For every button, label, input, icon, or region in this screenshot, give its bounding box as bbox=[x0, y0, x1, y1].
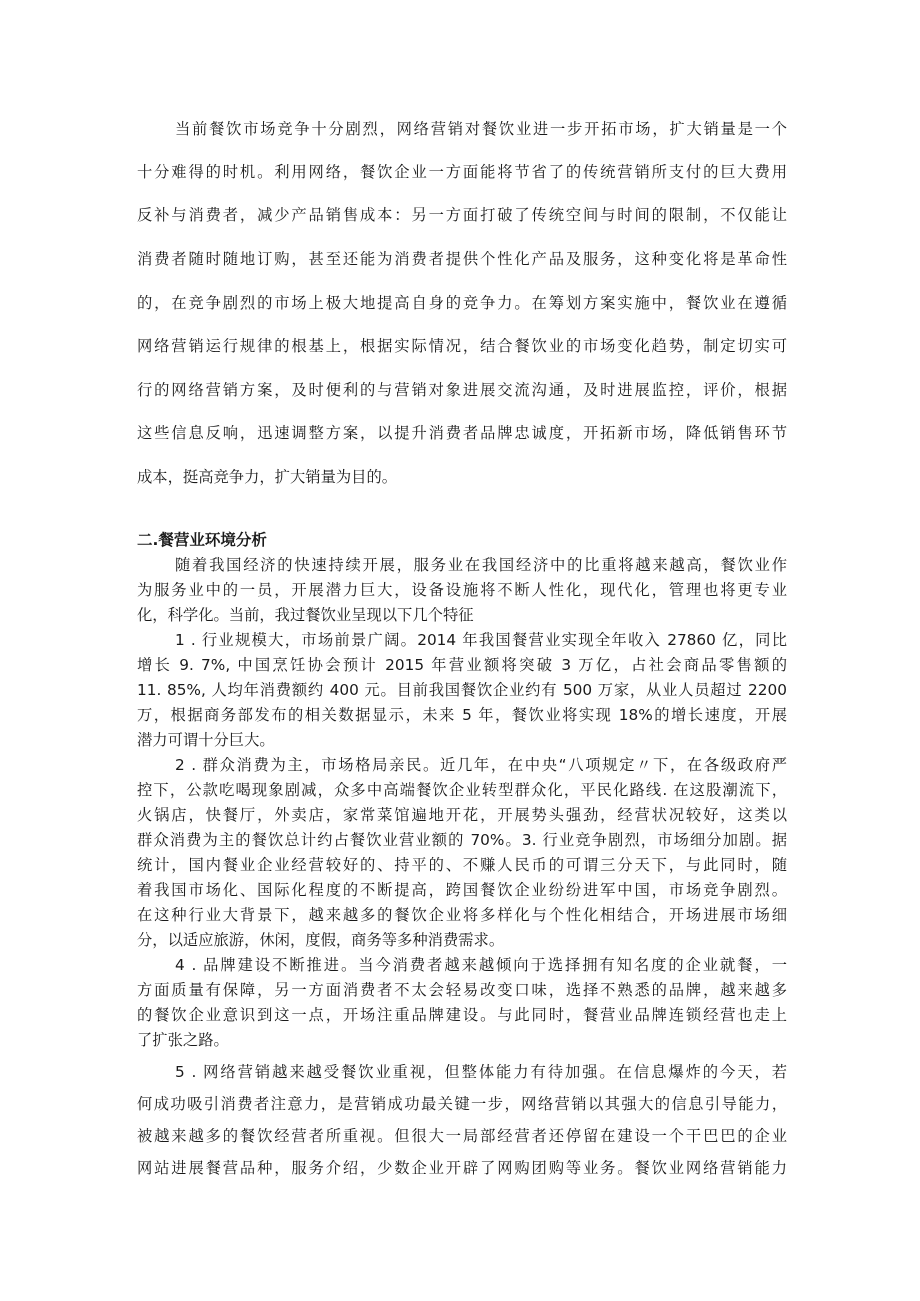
list-item-1-line: 增长 9. 7%, 中国烹饪协会预计 2015 年营业额将突破 3 万亿，占社会商品零售额的 bbox=[137, 656, 787, 674]
intro-line-6: 网络营销运行规律的根基上，根据实际情况，结合餐饮业的市场变化趋势，制定切实可 bbox=[137, 337, 787, 355]
body-line: 为服务业中的一员，开展潜力巨大，设备设施将不断人性化，现代化，管理也将更专业 bbox=[137, 581, 787, 599]
body-line: 随着我国经济的快速持续开展，服务业在我国经济中的比重将越来越高，餐饮业作 bbox=[175, 556, 787, 574]
list-item-3-line: 统计，国内餐业企业经营较好的、持平的、不赚人民币的可谓三分天下，与此同时，随 bbox=[137, 856, 787, 874]
list-item-5-line: 5 . 网络营销越来越受餐饮业重视，但整体能力有待加强。在信息爆炸的今天，若 bbox=[175, 1063, 787, 1081]
section-heading: 二.餐营业环境分析 bbox=[137, 531, 267, 549]
list-item-2-line: 2 . 群众消费为主，市场格局亲民。近几年，在中央“八项规定〃下，在各级政府严 bbox=[175, 756, 787, 774]
list-item-4-line: 方面质量有保障，另一方面消费者不太会轻易改变口味，选择不熟悉的品牌，越来越多 bbox=[137, 981, 787, 999]
intro-line-7: 行的网络营销方案，及时便利的与营销对象进展交流沟通，及时进展监控，评价，根据 bbox=[137, 381, 787, 399]
list-item-3-line: 分，以适应旅游，休闲，度假，商务等多种消费需求。 bbox=[137, 931, 505, 949]
list-item-5-line: 何成功吸引消费者注意力，是营销成功最关键一步，网络营销以其强大的信息引导能力， bbox=[137, 1095, 787, 1113]
list-item-4-line: 了扩张之路。 bbox=[137, 1031, 229, 1049]
list-item-5-line: 网站进展餐营品种，服务介绍，少数企业开辟了网购团购等业务。餐饮业网络营销能力 bbox=[137, 1159, 787, 1177]
list-item-5-line: 被越来越多的餐饮经营者所重视。但很大一局部经营者还停留在建设一个干巴巴的企业 bbox=[137, 1127, 787, 1145]
intro-line-8: 这些信息反响，迅速调整方案，以提升消费者品牌忠诚度，开拓新市场，降低销售环节 bbox=[137, 424, 787, 442]
body-line: 化，科学化。当前，我过餐饮业呈现以下几个特征 bbox=[137, 606, 474, 624]
list-item-2-line: 火锅店，快餐厅，外卖店，家常菜馆遍地开花，开展势头强劲，经营状况较好，这类以 bbox=[137, 806, 787, 824]
intro-line-9: 成本，挺高竞争力，扩大销量为目的。 bbox=[137, 468, 398, 486]
intro-line-5: 的，在竞争剧烈的市场上极大地提高自身的竞争力。在筹划方案实施中，餐饮业在遵循 bbox=[137, 294, 787, 312]
list-item-3-line: 着我国市场化、国际化程度的不断提高，跨国餐饮企业纷纷进军中国，市场竞争剧烈。 bbox=[137, 881, 787, 899]
list-item-2-line: 控下，公款吃喝现象剧减，众多中高端餐饮企业转型群众化，平民化路线. 在这股潮流下， bbox=[137, 781, 787, 799]
list-item-1-line: 万，根据商务部发布的相关数据显示，未来 5 年，餐饮业将实现 18%的增长速度，开展 bbox=[137, 706, 787, 724]
list-item-2-line: 群众消费为主的餐饮总计约占餐饮业营业额的 70%。3. 行业竞争剧烈，市场细分加剧。据 bbox=[137, 831, 787, 849]
list-item-1-line: 11. 85%, 人均年消费额约 400 元。目前我国餐饮企业约有 500 万家，从业人员超过 2200 bbox=[137, 681, 787, 699]
intro-line-2: 十分难得的时机。利用网络，餐饮企业一方面能将节省了的传统营销所支付的巨大费用 bbox=[137, 163, 787, 181]
list-item-1-line: 1 . 行业规模大，市场前景广阔。2014 年我国餐营业实现全年收入 27860 亿，同比 bbox=[175, 631, 787, 649]
list-item-4-line: 4 . 品牌建设不断推进。当今消费者越来越倾向于选择拥有知名度的企业就餐，一 bbox=[175, 956, 787, 974]
intro-line-4: 消费者随时随地订购，甚至还能为消费者提供个性化产品及服务，这种变化将是革命性 bbox=[137, 250, 787, 268]
list-item-4-line: 的餐饮企业意识到这一点，开场注重品牌建设。与此同时，餐营业品牌连锁经营也走上 bbox=[137, 1006, 787, 1024]
intro-line-3: 反补与消费者，减少产品销售成本：另一方面打破了传统空间与时间的限制，不仅能让 bbox=[137, 206, 787, 224]
intro-line-1: 当前餐饮市场竞争十分剧烈，网络营销对餐饮业进一步开拓市场，扩大销量是一个 bbox=[175, 120, 787, 138]
list-item-3-line: 在这种行业大背景下，越来越多的餐饮企业将多样化与个性化相结合，开场进展市场细 bbox=[137, 906, 787, 924]
list-item-1-line: 潜力可谓十分巨大。 bbox=[137, 731, 275, 749]
